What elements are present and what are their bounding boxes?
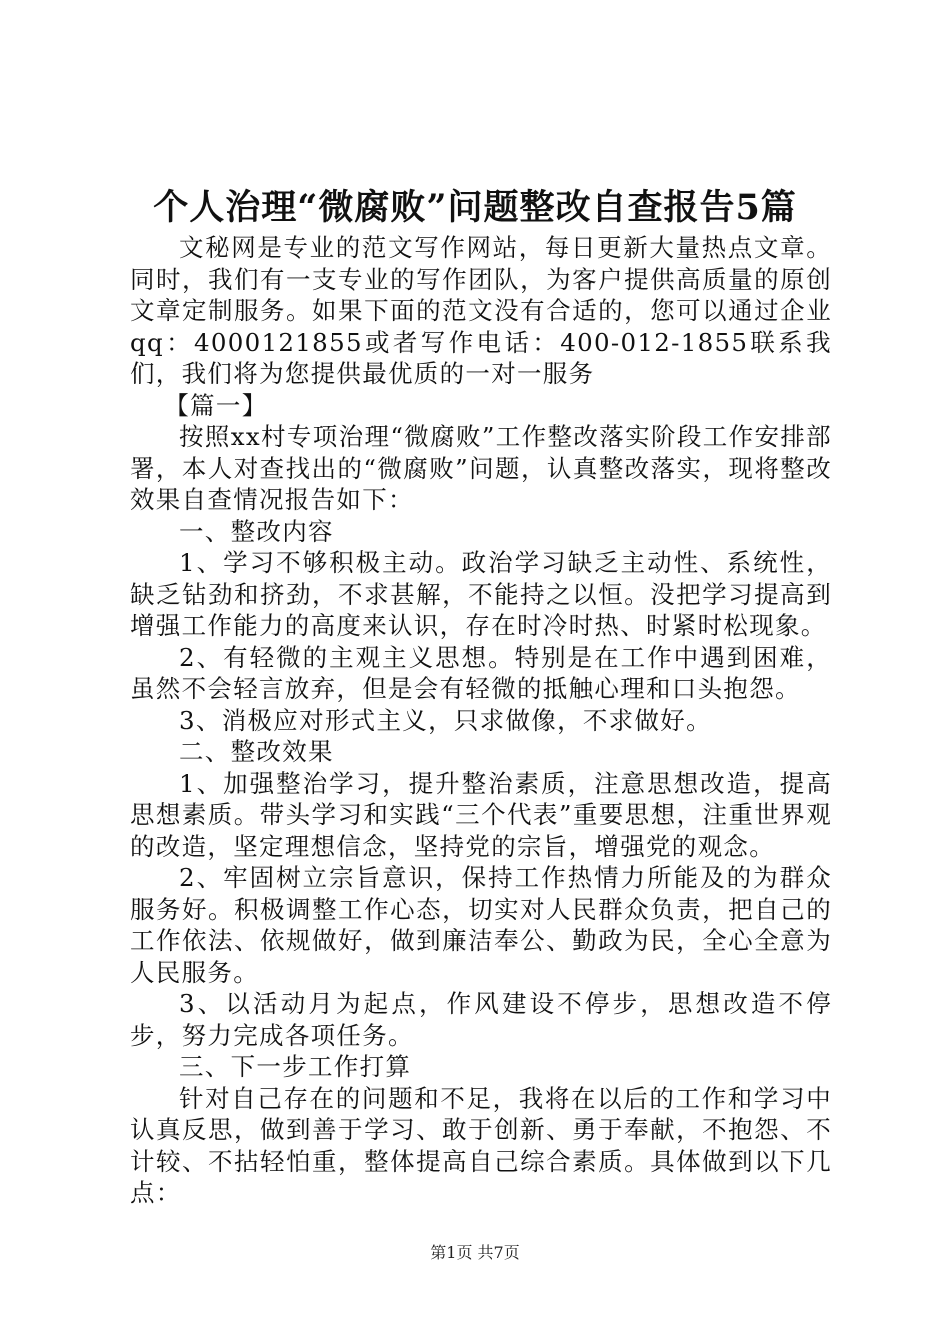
body-paragraph: 针对自己存在的问题和不足，我将在以后的工作和学习中认真反思，做到善于学习、敢于创新、勇于奉献，不抱怨、不计较、不拈轻怕重，整体提高自己综合素质。具体做到以下几点： [130, 1083, 832, 1207]
document-body [130, 232, 832, 1209]
body-paragraph: 3、消极应对形式主义，只求做像，不求做好。 [179, 705, 712, 735]
body-paragraph: 2、牢固树立宗旨意识，保持工作热情力所能及的为群众服务好。积极调整工作心态，切实对人民群众负责，把自己的工作依法、依规做好，做到廉洁奉公、勤政为民，全心全意为人民服务。 [130, 863, 832, 987]
section-heading: 一、整改内容 [179, 516, 334, 546]
body-paragraph: 按照xx村专项治理“微腐败”工作整改落实阶段工作安排部署，本人对查找出的“微腐败”问题，认真整改落实，现将整改效果自查情况报告如下： [130, 422, 832, 514]
section-heading: 二、整改效果 [179, 737, 334, 766]
section-heading: 三、下一步工作打算 [179, 1052, 412, 1081]
page-footer: 第1页 共7页 [430, 1243, 520, 1262]
intro-paragraph: 文秘网是专业的范文写作网站，每日更新大量热点文章。同时，我们有一支专业的写作团队，为客户提供高质量的原创文章定制服务。如果下面的范文没有合适的，您可以通过企业qq：4000121855或者写作电话：400-012-1855联系我们，我们将为您提供最优质的一对一服务 [130, 233, 832, 388]
body-paragraph: 2、有轻微的主观主义思想。特别是在工作中遇到困难，虽然不会轻言放弃，但是会有轻微的抵触心理和口头抱怨。 [130, 642, 832, 703]
chapter-heading: 【篇一】 [164, 390, 268, 420]
body-paragraph: 1、加强整治学习，提升整治素质，注意思想改造，提高思想素质。带头学习和实践“三个代表”重要思想，注重世界观的改造，坚定理想信念，坚持党的宗旨，增强党的观念。 [130, 768, 832, 861]
body-paragraph: 1、学习不够积极主动。政治学习缺乏主动性、系统性，缺乏钻劲和挤劲，不求甚解，不能持之以恒。没把学习提高到增强工作能力的高度来认识，存在时冷时热、时紧时松现象。 [130, 548, 832, 640]
document-title: 个人治理“微腐败”问题整改自查报告5篇 [153, 187, 797, 228]
body-paragraph: 3、以活动月为起点，作风建设不停步，思想改造不停步，努力完成各项任务。 [130, 989, 832, 1050]
